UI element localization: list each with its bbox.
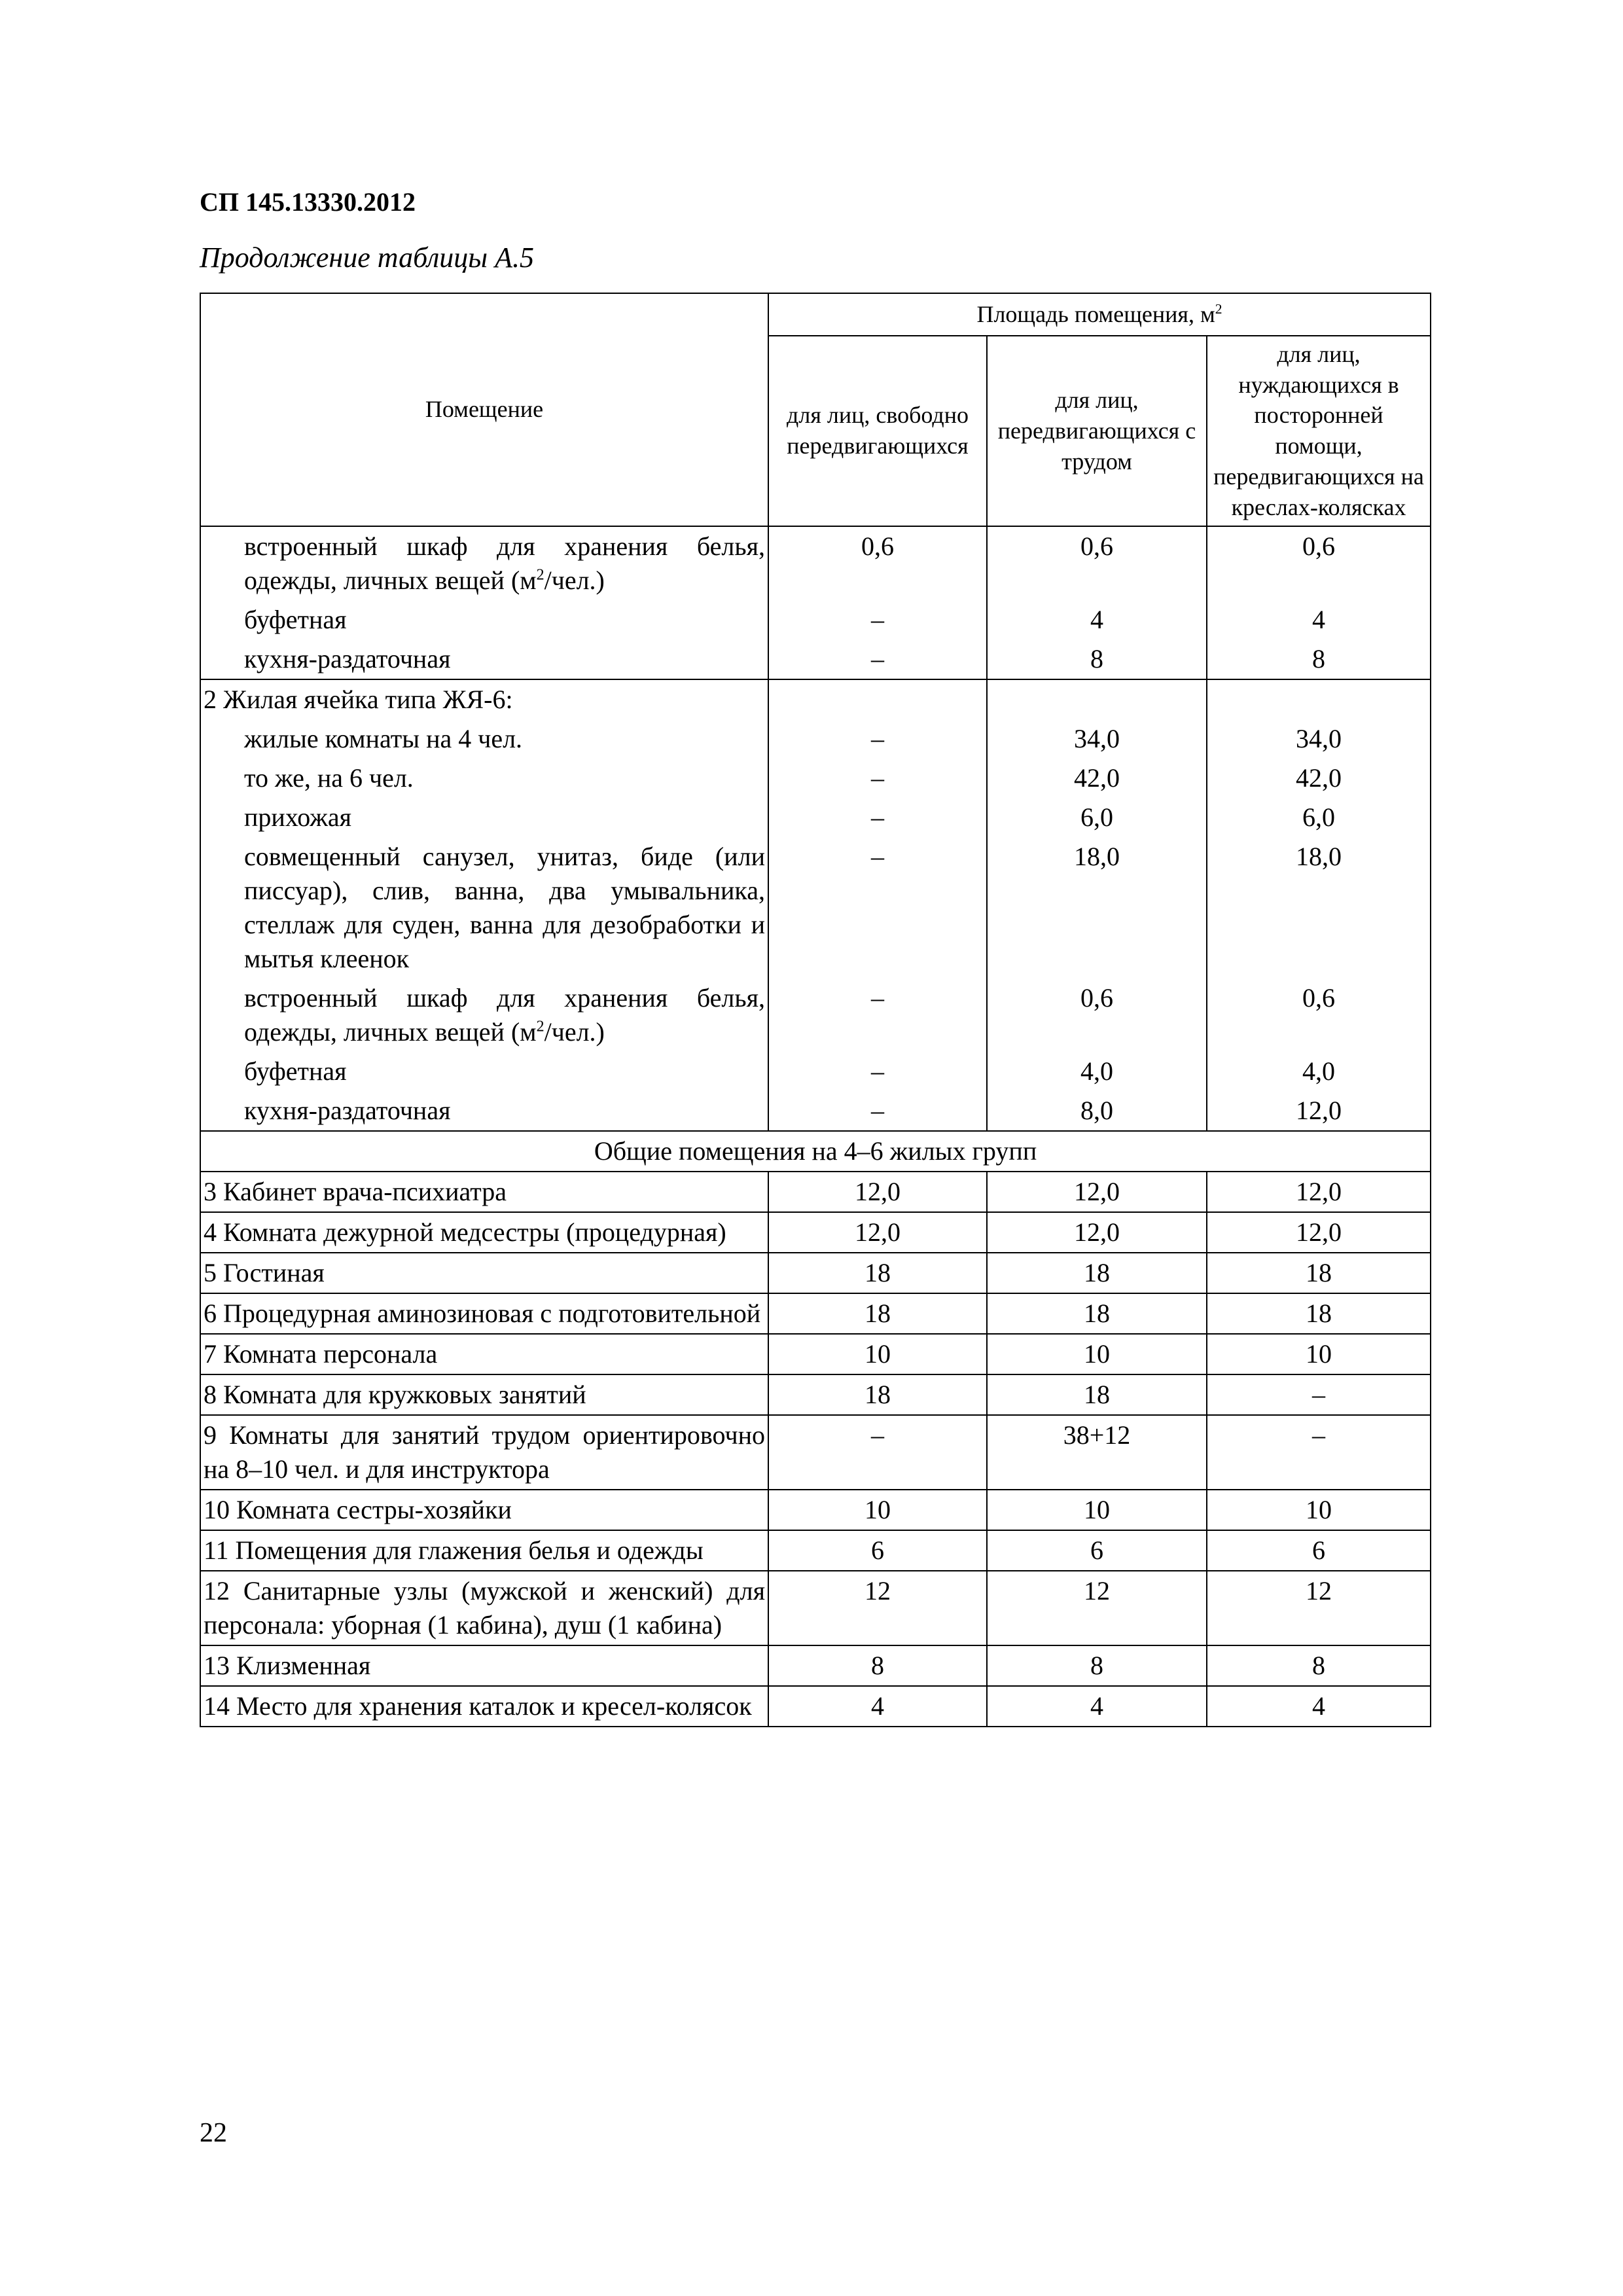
row-value-free: – bbox=[768, 1052, 987, 1091]
row-value-free: 12,0 bbox=[768, 1172, 987, 1212]
row-value-wheelchair: 6 bbox=[1207, 1530, 1431, 1571]
row-value-wheelchair: – bbox=[1207, 1415, 1431, 1490]
row-name: совмещенный санузел, унитаз, биде (или писсуар), слив, ванна, два умывальника, стеллаж для суден, ванна для дезобработки и мытья клеенок bbox=[200, 837, 768, 978]
row-value-wheelchair: 8 bbox=[1207, 639, 1431, 679]
row-value-free: 10 bbox=[768, 1490, 987, 1530]
table-row bbox=[200, 978, 1431, 1052]
row-value-free: 18 bbox=[768, 1293, 987, 1334]
header-col-difficulty: для лиц, передвигающихся с трудом bbox=[987, 336, 1207, 526]
row-value-difficulty: 8,0 bbox=[987, 1091, 1207, 1131]
row-value-free: 8 bbox=[768, 1645, 987, 1686]
table-row bbox=[200, 1172, 1431, 1212]
header-col-wheelchair: для лиц, нуждающихся в посторонней помощи, передвигающихся на креслах-колясках bbox=[1207, 336, 1431, 526]
row-name: 9 Комнаты для занятий трудом ориентировочно на 8–10 чел. и для инструктора bbox=[200, 1415, 768, 1490]
row-name: 10 Комната сестры-хозяйки bbox=[200, 1490, 768, 1530]
row-name: прихожая bbox=[200, 798, 768, 837]
row-value-difficulty: 12 bbox=[987, 1571, 1207, 1645]
table-row bbox=[200, 759, 1431, 798]
row-value-wheelchair: 10 bbox=[1207, 1334, 1431, 1374]
row-value-difficulty: 12,0 bbox=[987, 1172, 1207, 1212]
table-row bbox=[200, 1571, 1431, 1645]
row-value-difficulty: 12,0 bbox=[987, 1212, 1207, 1253]
row-value-difficulty: 4 bbox=[987, 1686, 1207, 1727]
row-name: буфетная bbox=[200, 600, 768, 639]
row-value-free: – bbox=[768, 600, 987, 639]
rooms-area-table bbox=[200, 293, 1431, 1727]
table-row bbox=[200, 798, 1431, 837]
row-value-difficulty: 6 bbox=[987, 1530, 1207, 1571]
table-row bbox=[200, 1530, 1431, 1571]
table-row bbox=[200, 1293, 1431, 1334]
row-value-free: 6 bbox=[768, 1530, 987, 1571]
row-value-wheelchair: 10 bbox=[1207, 1490, 1431, 1530]
row-value-difficulty: 34,0 bbox=[987, 719, 1207, 759]
table-row bbox=[200, 1253, 1431, 1293]
row-value-wheelchair: 0,6 bbox=[1207, 526, 1431, 600]
table-caption: Продолжение таблицы А.5 bbox=[200, 242, 534, 274]
table-row bbox=[200, 1212, 1431, 1253]
row-value-wheelchair: 8 bbox=[1207, 1645, 1431, 1686]
row-name: 12 Санитарные узлы (мужской и женский) для персонала: уборная (1 кабина), душ (1 кабина) bbox=[200, 1571, 768, 1645]
row-value-wheelchair: 12 bbox=[1207, 1571, 1431, 1645]
row-name: встроенный шкаф для хранения белья, одежды, личных вещей $(м^2/чел.)$ bbox=[200, 526, 768, 600]
table-row bbox=[200, 1374, 1431, 1415]
row-value-difficulty: 0,6 bbox=[987, 526, 1207, 600]
row-value-wheelchair: 12,0 bbox=[1207, 1212, 1431, 1253]
row-value-difficulty: 18 bbox=[987, 1293, 1207, 1334]
row-value-free: – bbox=[768, 837, 987, 978]
document-code: СП 145.13330.2012 bbox=[200, 187, 416, 217]
table-row bbox=[200, 1645, 1431, 1686]
table-row bbox=[200, 1334, 1431, 1374]
row-value-wheelchair: 42,0 bbox=[1207, 759, 1431, 798]
row-name: 5 Гостиная bbox=[200, 1253, 768, 1293]
row-value-wheelchair: 18,0 bbox=[1207, 837, 1431, 978]
row-name: кухня-раздаточная bbox=[200, 1091, 768, 1131]
row-value-difficulty: 10 bbox=[987, 1490, 1207, 1530]
row-value-free: – bbox=[768, 639, 987, 679]
table-row bbox=[200, 1490, 1431, 1530]
row-value-difficulty: 6,0 bbox=[987, 798, 1207, 837]
table-row bbox=[200, 526, 1431, 600]
row-name: кухня-раздаточная bbox=[200, 639, 768, 679]
row-name: то же, на 6 чел. bbox=[200, 759, 768, 798]
row-value-difficulty: 18,0 bbox=[987, 837, 1207, 978]
row-value-free: 18 bbox=[768, 1374, 987, 1415]
row-name: 4 Комната дежурной медсестры (процедурная) bbox=[200, 1212, 768, 1253]
page-number: 22 bbox=[200, 2118, 227, 2148]
row-value-difficulty: 42,0 bbox=[987, 759, 1207, 798]
row-value-difficulty: 4 bbox=[987, 600, 1207, 639]
table-row-group-title bbox=[200, 679, 1431, 719]
row-value-difficulty: 8 bbox=[987, 1645, 1207, 1686]
row-value-wheelchair: 18 bbox=[1207, 1293, 1431, 1334]
row-value-free: 12,0 bbox=[768, 1212, 987, 1253]
row-value-difficulty: 38+12 bbox=[987, 1415, 1207, 1490]
row-value-free: – bbox=[768, 719, 987, 759]
row-value-wheelchair: 4 bbox=[1207, 1686, 1431, 1727]
row-name: встроенный шкаф для хранения белья, одежды, личных вещей $(м^2/чел.)$ bbox=[200, 978, 768, 1052]
row-name: 6 Процедурная аминозиновая с подготовительной bbox=[200, 1293, 768, 1334]
row-value-free: – bbox=[768, 1415, 987, 1490]
row-value-wheelchair: 34,0 bbox=[1207, 719, 1431, 759]
row-value-free: 18 bbox=[768, 1253, 987, 1293]
row-value-free: 12 bbox=[768, 1571, 987, 1645]
row-value-difficulty: 10 bbox=[987, 1334, 1207, 1374]
table-row bbox=[200, 600, 1431, 639]
row-name: 8 Комната для кружковых занятий bbox=[200, 1374, 768, 1415]
row-value-wheelchair: 12,0 bbox=[1207, 1091, 1431, 1131]
row-name: 11 Помещения для глажения белья и одежды bbox=[200, 1530, 768, 1571]
row-value-free: 10 bbox=[768, 1334, 987, 1374]
row-value-difficulty: 0,6 bbox=[987, 978, 1207, 1052]
header-room: Помещение bbox=[200, 293, 768, 526]
row-value-free: – bbox=[768, 759, 987, 798]
row-value-wheelchair: 4,0 bbox=[1207, 1052, 1431, 1091]
row-value-wheelchair: 18 bbox=[1207, 1253, 1431, 1293]
row-value-difficulty: 8 bbox=[987, 639, 1207, 679]
header-col-free: для лиц, свободно передвигающихся bbox=[768, 336, 987, 526]
table-row bbox=[200, 1052, 1431, 1091]
row-name: 7 Комната персонала bbox=[200, 1334, 768, 1374]
table-row bbox=[200, 837, 1431, 978]
table-row bbox=[200, 639, 1431, 679]
row-value-wheelchair: 0,6 bbox=[1207, 978, 1431, 1052]
section-title: Общие помещения на 4–6 жилых групп bbox=[200, 1131, 1431, 1172]
row-value-difficulty: 18 bbox=[987, 1374, 1207, 1415]
row-value-free: 4 bbox=[768, 1686, 987, 1727]
table-row bbox=[200, 1415, 1431, 1490]
row-value-difficulty: 4,0 bbox=[987, 1052, 1207, 1091]
table-row bbox=[200, 719, 1431, 759]
row-name: 13 Клизменная bbox=[200, 1645, 768, 1686]
row-value-wheelchair: 4 bbox=[1207, 600, 1431, 639]
row-value-wheelchair: 6,0 bbox=[1207, 798, 1431, 837]
row-value-free: – bbox=[768, 978, 987, 1052]
row-name: 3 Кабинет врача-психиатра bbox=[200, 1172, 768, 1212]
header-area: Площадь помещения, $м^2$ bbox=[768, 293, 1431, 336]
row-value-difficulty: 18 bbox=[987, 1253, 1207, 1293]
group-title: 2 Жилая ячейка типа ЖЯ-6: bbox=[200, 679, 768, 719]
row-name: буфетная bbox=[200, 1052, 768, 1091]
row-value-free: 0,6 bbox=[768, 526, 987, 600]
row-value-free: – bbox=[768, 798, 987, 837]
row-value-wheelchair: 12,0 bbox=[1207, 1172, 1431, 1212]
row-value-free: – bbox=[768, 1091, 987, 1131]
row-name: 14 Место для хранения каталок и кресел-колясок bbox=[200, 1686, 768, 1727]
section-header-row bbox=[200, 1131, 1431, 1172]
row-name: жилые комнаты на 4 чел. bbox=[200, 719, 768, 759]
row-value-wheelchair: – bbox=[1207, 1374, 1431, 1415]
table-row bbox=[200, 1686, 1431, 1727]
table-row bbox=[200, 1091, 1431, 1131]
